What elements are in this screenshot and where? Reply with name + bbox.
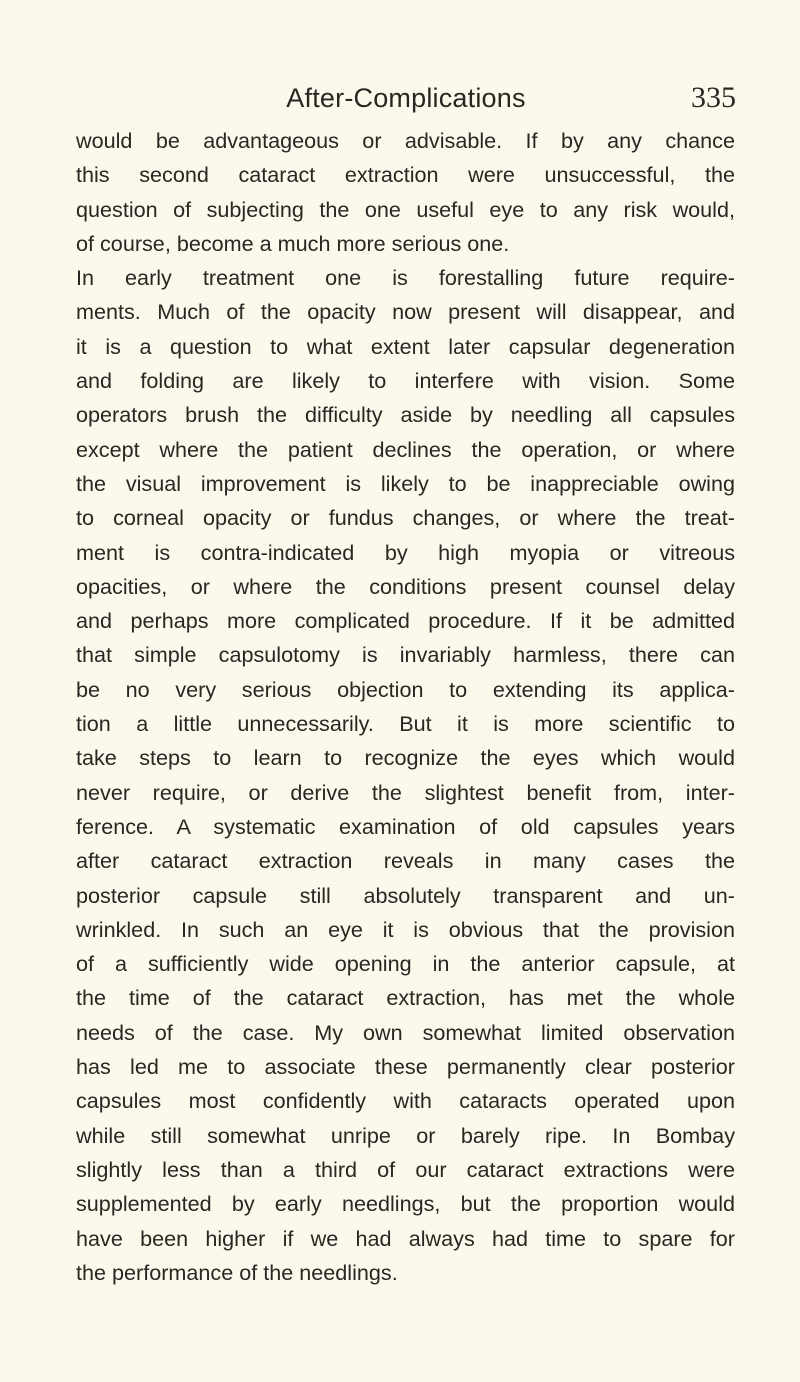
text-line: to corneal opacity or fundus changes, or where the treat- bbox=[76, 505, 735, 531]
text-line: take steps to learn to recognize the eyes which would bbox=[76, 745, 735, 771]
text-line: ments. Much of the opacity now present will disappear, and bbox=[76, 299, 735, 325]
text-line: In early treatment one is forestalling future require- bbox=[76, 265, 735, 291]
text-line: except where the patient declines the operation, or where bbox=[76, 436, 735, 462]
text-line: the performance of the needlings. bbox=[76, 1259, 398, 1285]
text-line: it is a question to what extent later capsular degeneration bbox=[76, 333, 735, 359]
text-line: operators brush the difficulty aside by needling all capsules bbox=[76, 402, 735, 428]
text-line: the time of the cataract extraction, has met the whole bbox=[76, 985, 735, 1011]
text-line: the visual improvement is likely to be inappreciable owing bbox=[76, 470, 735, 496]
text-line: while still somewhat unripe or barely ripe. In Bombay bbox=[76, 1122, 735, 1148]
text-line: capsules most confidently with cataracts operated upon bbox=[76, 1088, 735, 1114]
text-line: posterior capsule still absolutely transparent and un- bbox=[76, 882, 735, 908]
running-head bbox=[76, 78, 736, 118]
text-line: question of subjecting the one useful eye to any risk would, bbox=[76, 196, 735, 222]
text-line: and folding are likely to interfere with vision. Some bbox=[76, 368, 735, 394]
text-line: after cataract extraction reveals in many cases the bbox=[76, 848, 735, 874]
text-line: and perhaps more complicated procedure. If it be admitted bbox=[76, 608, 735, 634]
text-line: opacities, or where the conditions present counsel delay bbox=[76, 573, 735, 599]
text-line: tion a little unnecessarily. But it is more scientific to bbox=[76, 711, 735, 737]
text-line: have been higher if we had always had time to spare for bbox=[76, 1225, 735, 1251]
text-line: wrinkled. In such an eye it is obvious that the provision bbox=[76, 916, 735, 942]
text-line: ference. A systematic examination of old capsules years bbox=[76, 813, 735, 839]
text-line: of a sufficiently wide opening in the anterior capsule, at bbox=[76, 951, 735, 977]
text-line: that simple capsulotomy is invariably harmless, there can bbox=[76, 642, 735, 668]
text-line: slightly less than a third of our cataract extractions were bbox=[76, 1156, 735, 1182]
text-line: needs of the case. My own somewhat limited observation bbox=[76, 1019, 735, 1045]
text-line: ment is contra-indicated by high myopia or vitreous bbox=[76, 539, 735, 565]
page-number: 335 bbox=[691, 81, 736, 114]
body-text bbox=[76, 124, 735, 1290]
text-line: supplemented by early needlings, but the proportion would bbox=[76, 1191, 735, 1217]
text-line: be no very serious objection to extending its applica- bbox=[76, 676, 735, 702]
text-line: would be advantageous or advisable. If by any chance bbox=[76, 128, 735, 153]
text-line: this second cataract extraction were unsuccessful, the bbox=[76, 162, 735, 188]
chapter-title: After-Complications bbox=[286, 83, 526, 113]
text-line: never require, or derive the slightest benefit from, inter- bbox=[76, 779, 735, 805]
text-line: has led me to associate these permanently clear posterior bbox=[76, 1054, 735, 1080]
text-line: of course, become a much more serious one. bbox=[76, 230, 510, 256]
